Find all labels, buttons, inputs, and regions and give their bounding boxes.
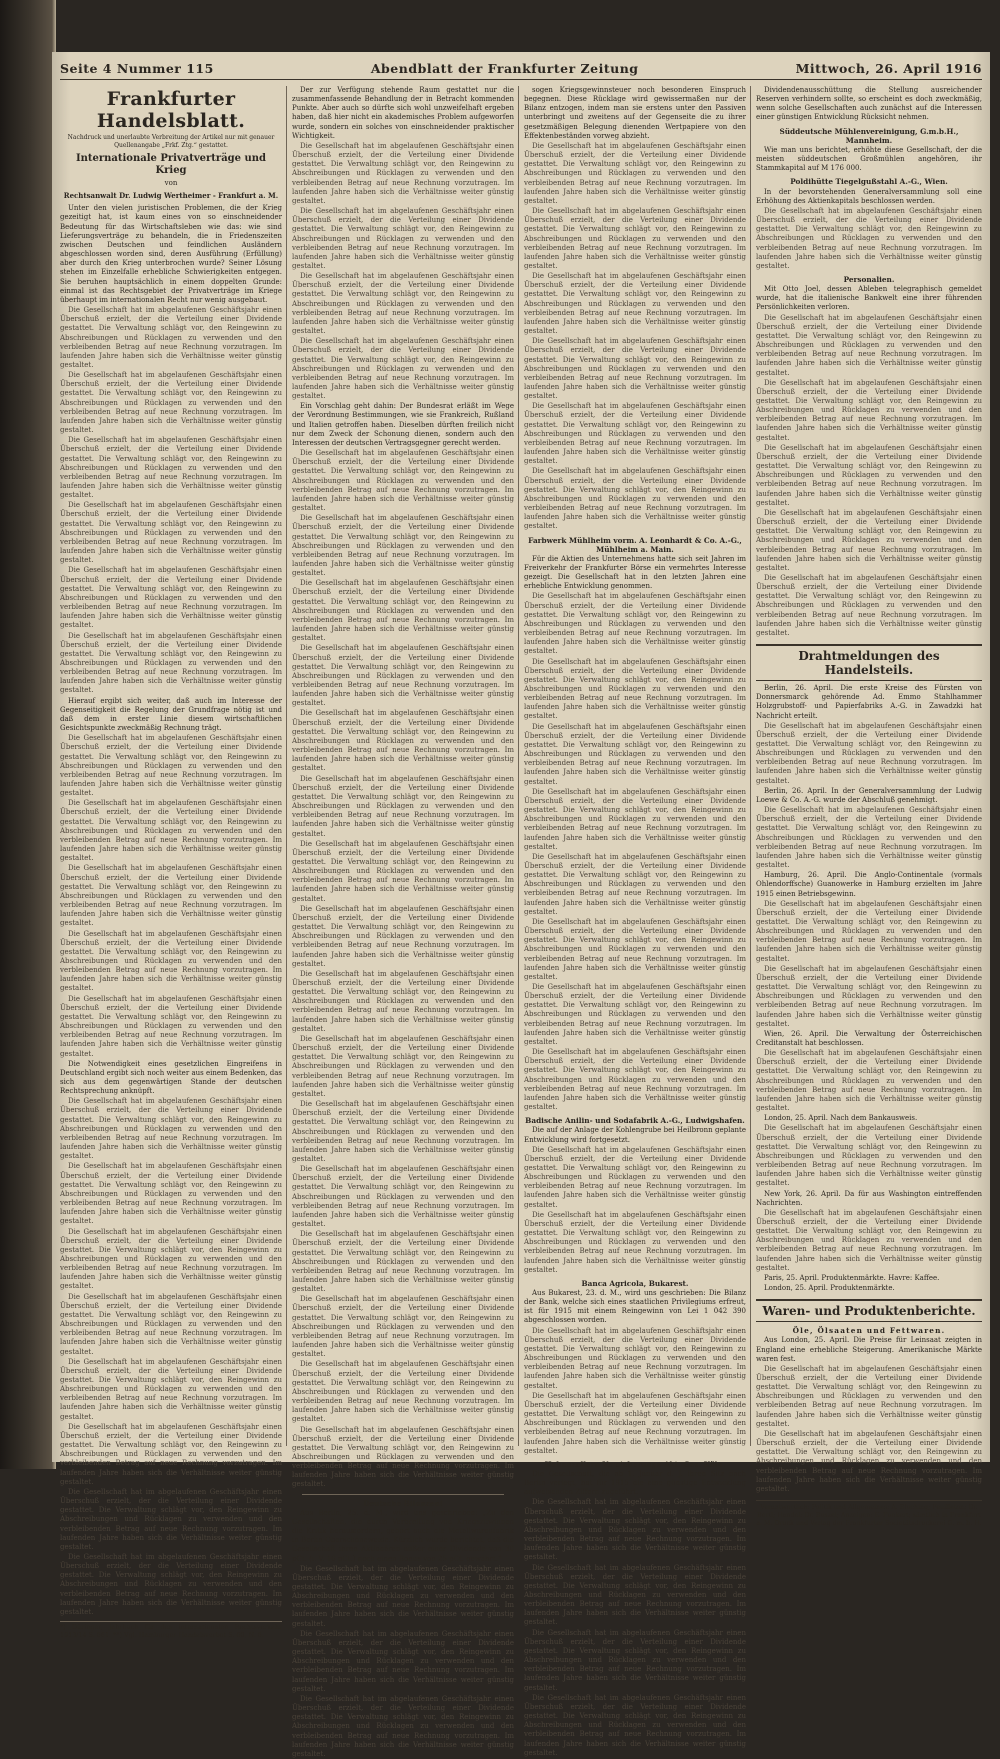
article-paragraph: Wie man uns berichtet, erhöhte diese Gesellschaft, der die meisten süddeutschen Großmühlen angehören, ihr Stammkapital auf M 176 000. [756,145,982,173]
filler-text: Die Gesellschaft hat im abgelaufenen Geschäftsjahr einen Überschuß erzielt, der die Verteilung einer Dividende gestattet. Die Verwaltung schlägt vor, den Reingewinn zu Abschreibungen und Rücklagen zu verwenden und den verbleibenden Betrag auf neue Rechnung vorzutragen. Im laufenden Jahre haben sich die Verhältnisse weiter günstig gestaltet. [756,1364,982,1428]
filler-text: Die Gesellschaft hat im abgelaufenen Geschäftsjahr einen Überschuß erzielt, der die Verteilung einer Dividende gestattet. Die Verwaltung schlägt vor, den Reingewinn zu Abschreibungen und Rücklagen zu verwenden und den verbleibenden Betrag auf neue Rechnung vorzutragen. Im laufenden Jahre haben sich die Verhältnisse weiter günstig gestaltet. [524,1145,746,1209]
article-paragraph: Hierauf ergibt sich weiter, daß auch im Interesse der Gegenseitigkeit die Regelung der Grundfrage nötig ist und daß dem in erster Linie diesem wirtschaftlichen Gesichtspunkte zweckmäßig Rechnung trägt. [60,696,282,733]
filler-text: Die Gesellschaft hat im abgelaufenen Geschäftsjahr einen Überschuß erzielt, der die Verteilung einer Dividende gestattet. Die Verwaltung schlägt vor, den Reingewinn zu Abschreibungen und Rücklagen zu verwenden und den verbleibenden Betrag auf neue Rechnung vorzutragen. Im laufenden Jahre haben sich die Verhältnisse weiter günstig gestaltet. [60,1422,282,1486]
filler-text: Die Gesellschaft hat im abgelaufenen Geschäftsjahr einen Überschuß erzielt, der die Verteilung einer Dividende gestattet. Die Verwaltung schlägt vor, den Reingewinn zu Abschreibungen und Rücklagen zu verwenden und den verbleibenden Betrag auf neue Rechnung vorzutragen. Im laufenden Jahre haben sich die Verhältnisse weiter günstig gestaltet. [60,1097,282,1161]
filler-text: Die Gesellschaft hat im abgelaufenen Geschäftsjahr einen Überschuß erzielt, der die Verteilung einer Dividende gestattet. Die Verwaltung schlägt vor, den Reingewinn zu Abschreibungen und Rücklagen zu verwenden und den verbleibenden Betrag auf neue Rechnung vorzutragen. Im laufenden Jahre haben sich die Verhältnisse weiter günstig gestaltet. [60,566,282,630]
filler-text: Die Gesellschaft hat im abgelaufenen Geschäftsjahr einen Überschuß erzielt, der die Verteilung einer Dividende gestattet. Die Verwaltung schlägt vor, den Reingewinn zu Abschreibungen und Rücklagen zu verwenden und den verbleibenden Betrag auf neue Rechnung vorzutragen. Im laufenden Jahre haben sich die Verhältnisse weiter günstig gestaltet. [524,592,746,656]
filler-text: Die Gesellschaft hat im abgelaufenen Geschäftsjahr einen Überschuß erzielt, der die Verteilung einer Dividende gestattet. Die Verwaltung schlägt vor, den Reingewinn zu Abschreibungen und Rücklagen zu verwenden und den verbleibenden Betrag auf neue Rechnung vorzutragen. Im laufenden Jahre haben sich die Verhältnisse weiter günstig gestaltet. [756,1429,982,1493]
filler-text: Die Gesellschaft hat im abgelaufenen Geschäftsjahr einen Überschuß erzielt, der die Verteilung einer Dividende gestattet. Die Verwaltung schlägt vor, den Reingewinn zu Abschreibungen und Rücklagen zu verwenden und den verbleibenden Betrag auf neue Rechnung vorzutragen. Im laufenden Jahre haben sich die Verhältnisse weiter günstig gestaltet. [756,806,982,870]
footnote: *) Düringer, Jahrbuch für den internationalen Rechtsverkehr 1913/14 S. 661. **) Vgl. Hamburger Handelsverbot S. 60, N. 6. [60,1623,282,1639]
filler-text: Die Gesellschaft hat im abgelaufenen Geschäftsjahr einen Überschuß erzielt, der die Verteilung einer Dividende gestattet. Die Verwaltung schlägt vor, den Reingewinn zu Abschreibungen und Rücklagen zu verwenden und den verbleibenden Betrag auf neue Rechnung vorzutragen. Im laufenden Jahre haben sich die Verhältnisse weiter günstig gestaltet. [292,644,514,708]
filler-text: Die Gesellschaft hat im abgelaufenen Geschäftsjahr einen Überschuß erzielt, der die Verteilung einer Dividende gestattet. Die Verwaltung schlägt vor, den Reingewinn zu Abschreibungen und Rücklagen zu verwenden und den verbleibenden Betrag auf neue Rechnung vorzutragen. Im laufenden Jahre haben sich die Verhältnisse weiter günstig gestaltet. [60,371,282,435]
filler-text: Die Gesellschaft hat im abgelaufenen Geschäftsjahr einen Überschuß erzielt, der die Verteilung einer Dividende gestattet. Die Verwaltung schlägt vor, den Reingewinn zu Abschreibungen und Rücklagen zu verwenden und den verbleibenden Betrag auf neue Rechnung vorzutragen. Im laufenden Jahre haben sich die Verhältnisse weiter günstig gestaltet. [524,983,746,1046]
market-subtitle: Öle, Ölsaaten und Fettwaren. [792,1326,946,1336]
filler-text: Die Gesellschaft hat im abgelaufenen Geschäftsjahr einen Überschuß erzielt, der die Verteilung einer Dividende gestattet. Die Verwaltung schlägt vor, den Reingewinn zu Abschreibungen und Rücklagen zu verwenden und den verbleibenden Betrag auf neue Rechnung vorzutragen. Im laufenden Jahre haben sich die Verhältnisse weiter günstig gestaltet. [60,1357,282,1421]
filler-text: Die Gesellschaft hat im abgelaufenen Geschäftsjahr einen Überschuß erzielt, der die Verteilung einer Dividende gestattet. Die Verwaltung schlägt vor, den Reingewinn zu Abschreibungen und Rücklagen zu verwenden und den verbleibenden Betrag auf neue Rechnung vorzutragen. Im laufenden Jahre haben sich die Verhältnisse weiter günstig gestaltet. [524,1326,746,1390]
filler-text: Die Gesellschaft hat im abgelaufenen Geschäftsjahr einen Überschuß erzielt, der die Verteilung einer Dividende gestattet. Die Verwaltung schlägt vor, den Reingewinn zu Abschreibungen und Rücklagen zu verwenden und den verbleibenden Betrag auf neue Rechnung vorzutragen. Im laufenden Jahre haben sich die Verhältnisse weiter günstig gestaltet. [756,721,982,785]
filler-text: Die Gesellschaft hat im abgelaufenen Geschäftsjahr einen Überschuß erzielt, der die Verteilung einer Dividende gestattet. Die Verwaltung schlägt vor, den Reingewinn zu Abschreibungen und Rücklagen zu verwenden und den verbleibenden Betrag auf neue Rechnung vorzutragen. Im laufenden Jahre haben sich die Verhältnisse weiter günstig gestaltet. [60,734,282,798]
filler-text: Die Gesellschaft hat im abgelaufenen Geschäftsjahr einen Überschuß erzielt, der die Verteilung einer Dividende gestattet. Die Verwaltung schlägt vor, den Reingewinn zu Abschreibungen und Rücklagen zu verwenden und den verbleibenden Betrag auf neue Rechnung vorzutragen. Im laufenden Jahre haben sich die Verhältnisse weiter günstig gestaltet. [524,917,746,981]
article-heading: Farbwerk Mühlheim vorm. A. Leonhardt & Co. A.-G., Mühlheim a. Main. [528,535,742,554]
filler-text: Die Gesellschaft hat im abgelaufenen Geschäftsjahr einen Überschuß erzielt, der die Verteilung einer Dividende gestattet. Die Verwaltung schlägt vor, den Reingewinn zu Abschreibungen und Rücklagen zu verwenden und den verbleibenden Betrag auf neue Rechnung vorzutragen. Im laufenden Jahre haben sich die Verhältnisse weiter günstig gestaltet. [292,1360,514,1424]
telegram-section-title: Drahtmeldungen des Handelsteils. [756,644,982,681]
issue-date: Mittwoch, 26. April 1916 [795,61,982,76]
filler-text: Die Gesellschaft hat im abgelaufenen Geschäftsjahr einen Überschuß erzielt, der die Verteilung einer Dividende gestattet. Die Verwaltung schlägt vor, den Reingewinn zu Abschreibungen und Rücklagen zu verwenden und den verbleibenden Betrag auf neue Rechnung vorzutragen. Im laufenden Jahre haben sich die Verhältnisse weiter günstig gestaltet. [524,1563,746,1627]
filler-text: Die Gesellschaft hat im abgelaufenen Geschäftsjahr einen Überschuß erzielt, der die Verteilung einer Dividende gestattet. Die Verwaltung schlägt vor, den Reingewinn zu Abschreibungen und Rücklagen zu verwenden und den verbleibenden Betrag auf neue Rechnung vorzutragen. Im laufenden Jahre haben sich die Verhältnisse weiter günstig gestaltet. [292,1629,514,1693]
article-heading: Poldihütte Tiegelgußstahl A.-G., Wien. [790,177,948,187]
filler-text: Die Gesellschaft hat im abgelaufenen Geschäftsjahr einen Überschuß erzielt, der die Verteilung einer Dividende gestattet. Die Verwaltung schlägt vor, den Reingewinn zu Abschreibungen und Rücklagen zu verwenden und den verbleibenden Betrag auf neue Rechnung vorzutragen. Im laufenden Jahre haben sich die Verhältnisse weiter günstig gestaltet. [292,774,514,838]
filler-text: Die Gesellschaft hat im abgelaufenen Geschäftsjahr einen Überschuß erzielt, der die Verteilung einer Dividende gestattet. Die Verwaltung schlägt vor, den Reingewinn zu Abschreibungen und Rücklagen zu verwenden und den verbleibenden Betrag auf neue Rechnung vorzutragen. Im laufenden Jahre haben sich die Verhältnisse weiter günstig gestaltet. [756,1208,982,1272]
filler-text: Die Gesellschaft hat im abgelaufenen Geschäftsjahr einen Überschuß erzielt, der die Verteilung einer Dividende gestattet. Die Verwaltung schlägt vor, den Reingewinn zu Abschreibungen und Rücklagen zu verwenden und den verbleibenden Betrag auf neue Rechnung vorzutragen. Im laufenden Jahre haben sich die Verhältnisse weiter günstig gestaltet. [524,1628,746,1692]
filler-text: Die Gesellschaft hat im abgelaufenen Geschäftsjahr einen Überschuß erzielt, der die Verteilung einer Dividende gestattet. Die Verwaltung schlägt vor, den Reingewinn zu Abschreibungen und Rücklagen zu verwenden und den verbleibenden Betrag auf neue Rechnung vorzutragen. Im laufenden Jahre haben sich die Verhältnisse weiter günstig gestaltet. [756,899,982,963]
filler-text: Die Gesellschaft hat im abgelaufenen Geschäftsjahr einen Überschuß erzielt, der die Verteilung einer Dividende gestattet. Die Verwaltung schlägt vor, den Reingewinn zu Abschreibungen und Rücklagen zu verwenden und den verbleibenden Betrag auf neue Rechnung vorzutragen. Im laufenden Jahre haben sich die Verhältnisse weiter günstig gestaltet. [292,969,514,1033]
filler-text: Die Gesellschaft hat im abgelaufenen Geschäftsjahr einen Überschuß erzielt, der die Verteilung einer Dividende gestattet. Die Verwaltung schlägt vor, den Reingewinn zu Abschreibungen und Rücklagen zu verwenden und den verbleibenden Betrag auf neue Rechnung vorzutragen. Im laufenden Jahre haben sich die Verhältnisse weiter günstig gestaltet. [524,1048,746,1112]
article-paragraph: Die Gesellschaft, die ab 1. Januar d. J. ihren Sitz nach Berlin verlegt, hat für 1915 die eine günstige Entwicklung aufweisenden Ziffern zugeführt. [524,1469,746,1497]
filler-text: Die Gesellschaft hat im abgelaufenen Geschäftsjahr einen Überschuß erzielt, der die Verteilung einer Dividende gestattet. Die Verwaltung schlägt vor, den Reingewinn zu Abschreibungen und Rücklagen zu verwenden und den verbleibenden Betrag auf neue Rechnung vorzutragen. Im laufenden Jahre haben sich die Verhältnisse weiter günstig gestaltet. [292,1165,514,1229]
filler-text: Die Gesellschaft hat im abgelaufenen Geschäftsjahr einen Überschuß erzielt, der die Verteilung einer Dividende gestattet. Die Verwaltung schlägt vor, den Reingewinn zu Abschreibungen und Rücklagen zu verwenden und den verbleibenden Betrag auf neue Rechnung vorzutragen. Im laufenden Jahre haben sich die Verhältnisse weiter günstig gestaltet. [292,141,514,205]
market-report: Aus London, 25. April. Die Preise für Leinsaat zeigten in England eine erhebliche Steigerung. Amerikanische Märkte waren fest. [756,1336,982,1363]
filler-text: Die Gesellschaft hat im abgelaufenen Geschäftsjahr einen Überschuß erzielt, der die Verteilung einer Dividende gestattet. Die Verwaltung schlägt vor, den Reingewinn zu Abschreibungen und Rücklagen zu verwenden und den verbleibenden Betrag auf neue Rechnung vorzutragen. Im laufenden Jahre haben sich die Verhältnisse weiter günstig gestaltet. [756,964,982,1028]
telegram-item: London, 25. April. Nach dem Bankausweis. [764,1114,918,1123]
column-rule [518,86,519,1446]
filler-text: Die Gesellschaft hat im abgelaufenen Geschäftsjahr einen Überschuß erzielt, der die Verteilung einer Dividende gestattet. Die Verwaltung schlägt vor, den Reingewinn zu Abschreibungen und Rücklagen zu verwenden und den verbleibenden Betrag auf neue Rechnung vorzutragen. Im laufenden Jahre haben sich die Verhältnisse weiter günstig gestaltet. [524,787,746,851]
filler-text: Die Gesellschaft hat im abgelaufenen Geschäftsjahr einen Überschuß erzielt, der die Verteilung einer Dividende gestattet. Die Verwaltung schlägt vor, den Reingewinn zu Abschreibungen und Rücklagen zu verwenden und den verbleibenden Betrag auf neue Rechnung vorzutragen. Im laufenden Jahre haben sich die Verhältnisse weiter günstig gestaltet. [60,306,282,369]
filler-text: Die Gesellschaft hat im abgelaufenen Geschäftsjahr einen Überschuß erzielt, der die Verteilung einer Dividende gestattet. Die Verwaltung schlägt vor, den Reingewinn zu Abschreibungen und Rücklagen zu verwenden und den verbleibenden Betrag auf neue Rechnung vorzutragen. Im laufenden Jahre haben sich die Verhältnisse weiter günstig gestaltet. [60,1292,282,1356]
filler-text: Die Gesellschaft hat im abgelaufenen Geschäftsjahr einen Überschuß erzielt, der die Verteilung einer Dividende gestattet. Die Verwaltung schlägt vor, den Reingewinn zu Abschreibungen und Rücklagen zu verwenden und den verbleibenden Betrag auf neue Rechnung vorzutragen. Im laufenden Jahre haben sich die Verhältnisse weiter günstig gestaltet. [292,579,514,643]
page-header [60,58,982,80]
filler-text: Die Gesellschaft hat im abgelaufenen Geschäftsjahr einen Überschuß erzielt, der die Verteilung einer Dividende gestattet. Die Verwaltung schlägt vor, den Reingewinn zu Abschreibungen und Rücklagen zu verwenden und den verbleibenden Betrag auf neue Rechnung vorzutragen. Im laufenden Jahre haben sich die Verhältnisse weiter günstig gestaltet. [292,904,514,968]
impressum: Verantwortlich: Politik und Allgemeines: A. Bluching; Feuilleton: Dr. Bertl; Handel: Dr. Buszel; Anzeigen: E. Funkert; sämtlich in Frankfurt a. M. Druck und Verlag der Frankfurter Societätsdruckerei G. m. b. H. [756,1500,982,1527]
article-heading: Hohenzollern Versicherungs-Akt.-Ges. Köln. [544,1459,726,1469]
article-paragraph: Die Notwendigkeit eines gesetzlichen Eingreifens in Deutschland ergibt sich noch weiter aus einem Bedenken, das sich aus dem gegenwärtigen Stande der deutschen Rechtsprechung anknüpft. [60,1059,282,1096]
article-paragraph: Mit Otto Joel, dessen Ableben telegraphisch gemeldet wurde, hat die italienische Bankwelt eine ihrer führenden Persönlichkeiten verloren. [756,285,982,312]
filler-text: Die Gesellschaft hat im abgelaufenen Geschäftsjahr einen Überschuß erzielt, der die Verteilung einer Dividende gestattet. Die Verwaltung schlägt vor, den Reingewinn zu Abschreibungen und Rücklagen zu verwenden und den verbleibenden Betrag auf neue Rechnung vorzutragen. Im laufenden Jahre haben sich die Verhältnisse weiter günstig gestaltet. [756,1124,982,1188]
column-rule [286,86,287,1446]
filler-text: Die Gesellschaft hat im abgelaufenen Geschäftsjahr einen Überschuß erzielt, der die Verteilung einer Dividende gestattet. Die Verwaltung schlägt vor, den Reingewinn zu Abschreibungen und Rücklagen zu verwenden und den verbleibenden Betrag auf neue Rechnung vorzutragen. Im laufenden Jahre haben sich die Verhältnisse weiter günstig gestaltet. [524,272,746,336]
section-title: Frankfurter Handelsblatt. [96,88,246,132]
filler-text: Die Gesellschaft hat im abgelaufenen Geschäftsjahr einen Überschuß erzielt, der die Verteilung einer Dividende gestattet. Die Verwaltung schlägt vor, den Reingewinn zu Abschreibungen und Rücklagen zu verwenden und den verbleibenden Betrag auf neue Rechnung vorzutragen. Im laufenden Jahre haben sich die Verhältnisse weiter günstig gestaltet. [292,1694,514,1758]
filler-text: Die Gesellschaft hat im abgelaufenen Geschäftsjahr einen Überschuß erzielt, der die Verteilung einer Dividende gestattet. Die Verwaltung schlägt vor, den Reingewinn zu Abschreibungen und Rücklagen zu verwenden und den verbleibenden Betrag auf neue Rechnung vorzutragen. Im laufenden Jahre haben sich die Verhältnisse weiter günstig gestaltet. [524,337,746,401]
filler-text: Die Gesellschaft hat im abgelaufenen Geschäftsjahr einen Überschuß erzielt, der die Verteilung einer Dividende gestattet. Die Verwaltung schlägt vor, den Reingewinn zu Abschreibungen und Rücklagen zu verwenden und den verbleibenden Betrag auf neue Rechnung vorzutragen. Im laufenden Jahre haben sich die Verhältnisse weiter günstig gestaltet. [292,1100,514,1163]
telegram-item: Paris, 25. April. Produktenmärkte. Havre: Kaffee. [764,1273,940,1282]
article-paragraph: In der bevorstehenden Generalversammlung soll eine Erhöhung des Aktienkapitals beschlossen werden. [756,187,982,205]
filler-text: Die Gesellschaft hat im abgelaufenen Geschäftsjahr einen Überschuß erzielt, der die Verteilung einer Dividende gestattet. Die Verwaltung schlägt vor, den Reingewinn zu Abschreibungen und Rücklagen zu verwenden und den verbleibenden Betrag auf neue Rechnung vorzutragen. Im laufenden Jahre haben sich die Verhältnisse weiter günstig gestaltet. [756,1049,982,1113]
article-paragraph: Dividendenausschüttung die Stellung ausreichender Reserven verhindern sollte, so erscheint es doch zweckmäßig, wenn solche Gesellschaften auch zunächst auf die Interessen einer günstigen Entwicklung Rücksicht nehmen. [756,86,982,122]
filler-text: Die Gesellschaft hat im abgelaufenen Geschäftsjahr einen Überschuß erzielt, der die Verteilung einer Dividende gestattet. Die Verwaltung schlägt vor, den Reingewinn zu Abschreibungen und Rücklagen zu verwenden und den verbleibenden Betrag auf neue Rechnung vorzutragen. Im laufenden Jahre haben sich die Verhältnisse weiter günstig gestaltet. [60,1552,282,1616]
filler-text: Die Gesellschaft hat im abgelaufenen Geschäftsjahr einen Überschuß erzielt, der die Verteilung einer Dividende gestattet. Die Verwaltung schlägt vor, den Reingewinn zu Abschreibungen und Rücklagen zu verwenden und den verbleibenden Betrag auf neue Rechnung vorzutragen. Im laufenden Jahre haben sich die Verhältnisse weiter günstig gestaltet. [292,449,514,513]
filler-text: Die Gesellschaft hat im abgelaufenen Geschäftsjahr einen Überschuß erzielt, der die Verteilung einer Dividende gestattet. Die Verwaltung schlägt vor, den Reingewinn zu Abschreibungen und Rücklagen zu verwenden und den verbleibenden Betrag auf neue Rechnung vorzutragen. Im laufenden Jahre haben sich die Verhältnisse weiter günstig gestaltet. [292,1295,514,1359]
article-paragraph: Aus Bukarest, 23. d. M., wird uns geschrieben: Die Bilanz der Bank, welche sich eines staatlichen Privilegiums erfreut, ist für 1915 mit einem Reingewinn von Lei 1 042 390 abgeschlossen worden. [524,1289,746,1325]
filler-text: Die Gesellschaft hat im abgelaufenen Geschäftsjahr einen Überschuß erzielt, der die Verteilung einer Dividende gestattet. Die Verwaltung schlägt vor, den Reingewinn zu Abschreibungen und Rücklagen zu verwenden und den verbleibenden Betrag auf neue Rechnung vorzutragen. Im laufenden Jahre haben sich die Verhältnisse weiter günstig gestaltet. [60,994,282,1058]
filler-text: Die Gesellschaft hat im abgelaufenen Geschäftsjahr einen Überschuß erzielt, der die Verteilung einer Dividende gestattet. Die Verwaltung schlägt vor, den Reingewinn zu Abschreibungen und Rücklagen zu verwenden und den verbleibenden Betrag auf neue Rechnung vorzutragen. Im laufenden Jahre haben sich die Verhältnisse weiter günstig gestaltet. [524,1693,746,1757]
article-paragraph: Die auf der Anlage der Kohlengrube bei Heilbronn geplante Entwicklung wird fortgesetzt. [524,1126,746,1144]
byline-author: Rechtsanwalt Dr. Ludwig Wertheimer - Frankfurt a. M. [63,191,279,201]
filler-text: Die Gesellschaft hat im abgelaufenen Geschäftsjahr einen Überschuß erzielt, der die Verteilung einer Dividende gestattet. Die Verwaltung schlägt vor, den Reingewinn zu Abschreibungen und Rücklagen zu verwenden und den verbleibenden Betrag auf neue Rechnung vorzutragen. Im laufenden Jahre haben sich die Verhältnisse weiter günstig gestaltet. [524,852,746,916]
filler-text: Die Gesellschaft hat im abgelaufenen Geschäftsjahr einen Überschuß erzielt, der die Verteilung einer Dividende gestattet. Die Verwaltung schlägt vor, den Reingewinn zu Abschreibungen und Rücklagen zu verwenden und den verbleibenden Betrag auf neue Rechnung vorzutragen. Im laufenden Jahre haben sich die Verhältnisse weiter günstig gestaltet. [756,508,982,572]
telegram-item: New York, 26. April. Da für aus Washington eintreffenden Nachrichten. [756,1189,982,1207]
telegram-item: Hamburg, 26. April. Die Anglo-Continentale (vormals Ohlendorffsche) Guanowerke in Hamburg erzielten im Jahre 1915 einen Betriebsgewinn. [756,871,982,898]
telegram-item: Berlin, 26. April. Die erste Kreise des Fürsten von Donnersmarck gehörende Ad. Emmo Stahlhammer Holzgrubstoff- und Papierfabriks A.-G. in Zawadzki hat Nachricht erteilt. [756,684,982,720]
market-section-title: Waren- und Produktenberichte. [756,1299,982,1322]
telegram-item: Berlin, 26. April. In der Generalversammlung der Ludwig Loewe & Co. A.-G. wurde der Abschluß genehmigt. [756,786,982,804]
article-paragraph: Unter den vielen juristischen Problemen, die der Krieg gezeitigt hat, ist kaum eines von so einschneidender Bedeutung für das Wirtschaftsleben wie das: wie sind Lieferungsverträge zu behandeln, die in Friedenszeiten zwischen Deutschen und feindlichen Ausländern abgeschlossen worden sind, deren Ausführung (Erfüllung) aber durch den Krieg unterbrochen wurde? Seiner Lösung stehen im Einzelfalle erhebliche Schwierigkeiten entgegen. Sie beruhen hauptsächlich in einem doppelten Grunde: einmal ist das Rechtsgebiet der Privatverträge im Kriege überhaupt im internationalen Recht nur wenig ausgebaut. [60,204,282,304]
filler-text: Die Gesellschaft hat im abgelaufenen Geschäftsjahr einen Überschuß erzielt, der die Verteilung einer Dividende gestattet. Die Verwaltung schlägt vor, den Reingewinn zu Abschreibungen und Rücklagen zu verwenden und den verbleibenden Betrag auf neue Rechnung vorzutragen. Im laufenden Jahre haben sich die Verhältnisse weiter günstig gestaltet. [524,1498,746,1562]
page-number: Seite 4 Nummer 115 [60,61,214,76]
filler-text: Die Gesellschaft hat im abgelaufenen Geschäftsjahr einen Überschuß erzielt, der die Verteilung einer Dividende gestattet. Die Verwaltung schlägt vor, den Reingewinn zu Abschreibungen und Rücklagen zu verwenden und den verbleibenden Betrag auf neue Rechnung vorzutragen. Im laufenden Jahre haben sich die Verhältnisse weiter günstig gestaltet. [292,839,514,903]
filler-text: Die Gesellschaft hat im abgelaufenen Geschäftsjahr einen Überschuß erzielt, der die Verteilung einer Dividende gestattet. Die Verwaltung schlägt vor, den Reingewinn zu Abschreibungen und Rücklagen zu verwenden und den verbleibenden Betrag auf neue Rechnung vorzutragen. Im laufenden Jahre haben sich die Verhältnisse weiter günstig gestaltet. [60,929,282,993]
filler-text: Die Gesellschaft hat im abgelaufenen Geschäftsjahr einen Überschuß erzielt, der die Verteilung einer Dividende gestattet. Die Verwaltung schlägt vor, den Reingewinn zu Abschreibungen und Rücklagen zu verwenden und den verbleibenden Betrag auf neue Rechnung vorzutragen. Im laufenden Jahre haben sich die Verhältnisse weiter günstig gestaltet. [292,1564,514,1628]
filler-text: Die Gesellschaft hat im abgelaufenen Geschäftsjahr einen Überschuß erzielt, der die Verteilung einer Dividende gestattet. Die Verwaltung schlägt vor, den Reingewinn zu Abschreibungen und Rücklagen zu verwenden und den verbleibenden Betrag auf neue Rechnung vorzutragen. Im laufenden Jahre haben sich die Verhältnisse weiter günstig gestaltet. [524,1210,746,1274]
telegram-item: Wien, 26. April. Die Verwaltung der Österreichischen Creditanstalt hat beschlossen. [756,1029,982,1047]
filler-text: Die Gesellschaft hat im abgelaufenen Geschäftsjahr einen Überschuß erzielt, der die Verteilung einer Dividende gestattet. Die Verwaltung schlägt vor, den Reingewinn zu Abschreibungen und Rücklagen zu verwenden und den verbleibenden Betrag auf neue Rechnung vorzutragen. Im laufenden Jahre haben sich die Verhältnisse weiter günstig gestaltet. [60,799,282,863]
filler-text: Die Gesellschaft hat im abgelaufenen Geschäftsjahr einen Überschuß erzielt, der die Verteilung einer Dividende gestattet. Die Verwaltung schlägt vor, den Reingewinn zu Abschreibungen und Rücklagen zu verwenden und den verbleibenden Betrag auf neue Rechnung vorzutragen. Im laufenden Jahre haben sich die Verhältnisse weiter günstig gestaltet. [524,467,746,531]
filler-text: Die Gesellschaft hat im abgelaufenen Geschäftsjahr einen Überschuß erzielt, der die Verteilung einer Dividende gestattet. Die Verwaltung schlägt vor, den Reingewinn zu Abschreibungen und Rücklagen zu verwenden und den verbleibenden Betrag auf neue Rechnung vorzutragen. Im laufenden Jahre haben sich die Verhältnisse weiter günstig gestaltet. [292,1425,514,1489]
filler-text: Die Gesellschaft hat im abgelaufenen Geschäftsjahr einen Überschuß erzielt, der die Verteilung einer Dividende gestattet. Die Verwaltung schlägt vor, den Reingewinn zu Abschreibungen und Rücklagen zu verwenden und den verbleibenden Betrag auf neue Rechnung vorzutragen. Im laufenden Jahre haben sich die Verhältnisse weiter günstig gestaltet. [756,443,982,507]
filler-text: Die Gesellschaft hat im abgelaufenen Geschäftsjahr einen Überschuß erzielt, der die Verteilung einer Dividende gestattet. Die Verwaltung schlägt vor, den Reingewinn zu Abschreibungen und Rücklagen zu verwenden und den verbleibenden Betrag auf neue Rechnung vorzutragen. Im laufenden Jahre haben sich die Verhältnisse weiter günstig gestaltet. [60,864,282,928]
filler-text: Die Gesellschaft hat im abgelaufenen Geschäftsjahr einen Überschuß erzielt, der die Verteilung einer Dividende gestattet. Die Verwaltung schlägt vor, den Reingewinn zu Abschreibungen und Rücklagen zu verwenden und den verbleibenden Betrag auf neue Rechnung vorzutragen. Im laufenden Jahre haben sich die Verhältnisse weiter günstig gestaltet. [756,378,982,442]
column-2 [292,86,514,1758]
article-heading: Badische Anilin- und Sodafabrik A.-G., Ludwigshafen. [525,1116,745,1126]
article-paragraph: Der zur Verfügung stehende Raum gestattet nur die zusammenfassende Behandlung der in Betracht kommenden Punkte. Aber auch so dürfte sich wohl unzweifelhaft ergeben haben, daß hier nicht ein akademisches Problem aufgeworfen wurde, sondern ein solches von einschneidender praktischer Wichtigkeit. [292,86,514,140]
book-binding [0,0,56,1469]
filler-text: Die Gesellschaft hat im abgelaufenen Geschäftsjahr einen Überschuß erzielt, der die Verteilung einer Dividende gestattet. Die Verwaltung schlägt vor, den Reingewinn zu Abschreibungen und Rücklagen zu verwenden und den verbleibenden Betrag auf neue Rechnung vorzutragen. Im laufenden Jahre haben sich die Verhältnisse weiter günstig gestaltet. [60,1227,282,1291]
column-3 [524,86,746,1757]
article-paragraph: sogen Kriegsgewinnsteuer noch besonderen Einspruch begegnen. Diese Rücklage wird gewissermaßen nur der Bilanz entzogen, indem man sie erstens unter den Passiven unterbringt und zweitens auf der Gegenseite die zu ihrer gesetzmäßigen Belegung dienenden Wertpapiere von den Effektenbeständen vorweg abzieht. [524,86,746,140]
newspaper-name: Abendblatt der Frankfurter Zeitung [370,61,639,76]
article-paragraph: Ein Vorschlag geht dahin: Der Bundesrat erläßt im Wege der Verordnung Bestimmungen, wie sie Frankreich, Rußland und Italien getroffen haben. Dieselben dürften freilich nicht nur dem Zweck der Schonung dienen, sondern auch den Interessen der deutschen Vertragsgegner gerecht werden. [292,402,514,447]
filler-text: Die Gesellschaft hat im abgelaufenen Geschäftsjahr einen Überschuß erzielt, der die Verteilung einer Dividende gestattet. Die Verwaltung schlägt vor, den Reingewinn zu Abschreibungen und Rücklagen zu verwenden und den verbleibenden Betrag auf neue Rechnung vorzutragen. Im laufenden Jahre haben sich die Verhältnisse weiter günstig gestaltet. [292,514,514,578]
filler-text: Die Gesellschaft hat im abgelaufenen Geschäftsjahr einen Überschuß erzielt, der die Verteilung einer Dividende gestattet. Die Verwaltung schlägt vor, den Reingewinn zu Abschreibungen und Rücklagen zu verwenden und den verbleibenden Betrag auf neue Rechnung vorzutragen. Im laufenden Jahre haben sich die Verhältnisse weiter günstig gestaltet. [524,207,746,270]
filler-text: Die Gesellschaft hat im abgelaufenen Geschäftsjahr einen Überschuß erzielt, der die Verteilung einer Dividende gestattet. Die Verwaltung schlägt vor, den Reingewinn zu Abschreibungen und Rücklagen zu verwenden und den verbleibenden Betrag auf neue Rechnung vorzutragen. Im laufenden Jahre haben sich die Verhältnisse weiter günstig gestaltet. [292,1034,514,1098]
article-heading: Banca Agricola, Bukarest. [581,1278,689,1288]
filler-text: Die Gesellschaft hat im abgelaufenen Geschäftsjahr einen Überschuß erzielt, der die Verteilung einer Dividende gestattet. Die Verwaltung schlägt vor, den Reingewinn zu Abschreibungen und Rücklagen zu verwenden und den verbleibenden Betrag auf neue Rechnung vorzutragen. Im laufenden Jahre haben sich die Verhältnisse weiter günstig gestaltet. [524,1391,746,1455]
byline-pre: von [164,179,178,187]
article-heading: Deutsche Bilanzen! [363,1498,443,1508]
filler-text: Die Gesellschaft hat im abgelaufenen Geschäftsjahr einen Überschuß erzielt, der die Verteilung einer Dividende gestattet. Die Verwaltung schlägt vor, den Reingewinn zu Abschreibungen und Rücklagen zu verwenden und den verbleibenden Betrag auf neue Rechnung vorzutragen. Im laufenden Jahre haben sich die Verhältnisse weiter günstig gestaltet. [60,1162,282,1226]
article-heading: Süddeutsche Mühlenvereinigung, G.m.b.H., Mannheim. [779,126,959,145]
column-1 [60,86,282,1639]
filler-text: Die Gesellschaft hat im abgelaufenen Geschäftsjahr einen Überschuß erzielt, der die Verteilung einer Dividende gestattet. Die Verwaltung schlägt vor, den Reingewinn zu Abschreibungen und Rücklagen zu verwenden und den verbleibenden Betrag auf neue Rechnung vorzutragen. Im laufenden Jahre haben sich die Verhältnisse weiter günstig gestaltet. [292,272,514,336]
telegram-item: London, 25. April. Produktenmärkte. [764,1284,895,1293]
article-paragraph: Aus Berlin, 25. d. M., wird uns geschrieben: „Zu den Gesellschaften, die durch Verbreitung von Kriegszuwinnen die Kritik herausfordern, gehört auch die Metallwarenfabrik in Berlin-Oberschöneweide. Kürzlich wurde berichtet, daß die Gesellschaft ihren Aktionären außer einer Dividende von 30 pCt. (i. V. 16 pCt.) noch einen Bonus von 25 pCt. gewährt.“ [292,1508,514,1563]
filler-text: Die Gesellschaft hat im abgelaufenen Geschäftsjahr einen Überschuß erzielt, der die Verteilung einer Dividende gestattet. Die Verwaltung schlägt vor, den Reingewinn zu Abschreibungen und Rücklagen zu verwenden und den verbleibenden Betrag auf neue Rechnung vorzutragen. Im laufenden Jahre haben sich die Verhältnisse weiter günstig gestaltet. [60,631,282,695]
filler-text: Die Gesellschaft hat im abgelaufenen Geschäftsjahr einen Überschuß erzielt, der die Verteilung einer Dividende gestattet. Die Verwaltung schlägt vor, den Reingewinn zu Abschreibungen und Rücklagen zu verwenden und den verbleibenden Betrag auf neue Rechnung vorzutragen. Im laufenden Jahre haben sich die Verhältnisse weiter günstig gestaltet. [524,141,746,205]
filler-text: Die Gesellschaft hat im abgelaufenen Geschäftsjahr einen Überschuß erzielt, der die Verteilung einer Dividende gestattet. Die Verwaltung schlägt vor, den Reingewinn zu Abschreibungen und Rücklagen zu verwenden und den verbleibenden Betrag auf neue Rechnung vorzutragen. Im laufenden Jahre haben sich die Verhältnisse weiter günstig gestaltet. [756,313,982,377]
filler-text: Die Gesellschaft hat im abgelaufenen Geschäftsjahr einen Überschuß erzielt, der die Verteilung einer Dividende gestattet. Die Verwaltung schlägt vor, den Reingewinn zu Abschreibungen und Rücklagen zu verwenden und den verbleibenden Betrag auf neue Rechnung vorzutragen. Im laufenden Jahre haben sich die Verhältnisse weiter günstig gestaltet. [756,573,982,637]
filler-text: Die Gesellschaft hat im abgelaufenen Geschäftsjahr einen Überschuß erzielt, der die Verteilung einer Dividende gestattet. Die Verwaltung schlägt vor, den Reingewinn zu Abschreibungen und Rücklagen zu verwenden und den verbleibenden Betrag auf neue Rechnung vorzutragen. Im laufenden Jahre haben sich die Verhältnisse weiter günstig gestaltet. [292,709,514,773]
filler-text: Die Gesellschaft hat im abgelaufenen Geschäftsjahr einen Überschuß erzielt, der die Verteilung einer Dividende gestattet. Die Verwaltung schlägt vor, den Reingewinn zu Abschreibungen und Rücklagen zu verwenden und den verbleibenden Betrag auf neue Rechnung vorzutragen. Im laufenden Jahre haben sich die Verhältnisse weiter günstig gestaltet. [60,1487,282,1551]
filler-text: Die Gesellschaft hat im abgelaufenen Geschäftsjahr einen Überschuß erzielt, der die Verteilung einer Dividende gestattet. Die Verwaltung schlägt vor, den Reingewinn zu Abschreibungen und Rücklagen zu verwenden und den verbleibenden Betrag auf neue Rechnung vorzutragen. Im laufenden Jahre haben sich die Verhältnisse weiter günstig gestaltet. [524,402,746,466]
filler-text: Die Gesellschaft hat im abgelaufenen Geschäftsjahr einen Überschuß erzielt, der die Verteilung einer Dividende gestattet. Die Verwaltung schlägt vor, den Reingewinn zu Abschreibungen und Rücklagen zu verwenden und den verbleibenden Betrag auf neue Rechnung vorzutragen. Im laufenden Jahre haben sich die Verhältnisse weiter günstig gestaltet. [292,337,514,401]
filler-text: Die Gesellschaft hat im abgelaufenen Geschäftsjahr einen Überschuß erzielt, der die Verteilung einer Dividende gestattet. Die Verwaltung schlägt vor, den Reingewinn zu Abschreibungen und Rücklagen zu verwenden und den verbleibenden Betrag auf neue Rechnung vorzutragen. Im laufenden Jahre haben sich die Verhältnisse weiter günstig gestaltet. [292,1230,514,1294]
newspaper-page [52,52,990,1758]
filler-text: Die Gesellschaft hat im abgelaufenen Geschäftsjahr einen Überschuß erzielt, der die Verteilung einer Dividende gestattet. Die Verwaltung schlägt vor, den Reingewinn zu Abschreibungen und Rücklagen zu verwenden und den verbleibenden Betrag auf neue Rechnung vorzutragen. Im laufenden Jahre haben sich die Verhältnisse weiter günstig gestaltet. [524,657,746,721]
divider [302,1494,504,1495]
filler-text: Die Gesellschaft hat im abgelaufenen Geschäftsjahr einen Überschuß erzielt, der die Verteilung einer Dividende gestattet. Die Verwaltung schlägt vor, den Reingewinn zu Abschreibungen und Rücklagen zu verwenden und den verbleibenden Betrag auf neue Rechnung vorzutragen. Im laufenden Jahre haben sich die Verhältnisse weiter günstig gestaltet. [60,501,282,565]
filler-text: Die Gesellschaft hat im abgelaufenen Geschäftsjahr einen Überschuß erzielt, der die Verteilung einer Dividende gestattet. Die Verwaltung schlägt vor, den Reingewinn zu Abschreibungen und Rücklagen zu verwenden und den verbleibenden Betrag auf neue Rechnung vorzutragen. Im laufenden Jahre haben sich die Verhältnisse weiter günstig gestaltet. [756,206,982,270]
reprint-note: Nachdruck und unerlaubte Verbreitung der Artikel nur mit genauer Quellenangabe „Frkf. Ztg.“ gestattet. [67,134,275,149]
filler-text: Die Gesellschaft hat im abgelaufenen Geschäftsjahr einen Überschuß erzielt, der die Verteilung einer Dividende gestattet. Die Verwaltung schlägt vor, den Reingewinn zu Abschreibungen und Rücklagen zu verwenden und den verbleibenden Betrag auf neue Rechnung vorzutragen. Im laufenden Jahre haben sich die Verhältnisse weiter günstig gestaltet. [524,722,746,786]
filler-text: Die Gesellschaft hat im abgelaufenen Geschäftsjahr einen Überschuß erzielt, der die Verteilung einer Dividende gestattet. Die Verwaltung schlägt vor, den Reingewinn zu Abschreibungen und Rücklagen zu verwenden und den verbleibenden Betrag auf neue Rechnung vorzutragen. Im laufenden Jahre haben sich die Verhältnisse weiter günstig gestaltet. [60,436,282,500]
article-paragraph: Für die Aktien des Unternehmens hatte sich seit Jahren im Freiverkehr der Frankfurter Börse ein vermehrtes Interesse gezeigt. Die Gesellschaft hat in den letzten Jahren eine erhebliche Entwicklung genommen. [524,554,746,591]
article-heading: Personalien. [843,274,895,284]
column-4 [756,86,982,1527]
column-rule [750,86,751,1446]
filler-text: Die Gesellschaft hat im abgelaufenen Geschäftsjahr einen Überschuß erzielt, der die Verteilung einer Dividende gestattet. Die Verwaltung schlägt vor, den Reingewinn zu Abschreibungen und Rücklagen zu verwenden und den verbleibenden Betrag auf neue Rechnung vorzutragen. Im laufenden Jahre haben sich die Verhältnisse weiter günstig gestaltet. [292,207,514,270]
article-title: Internationale Privatverträge und Krieg [75,153,267,176]
